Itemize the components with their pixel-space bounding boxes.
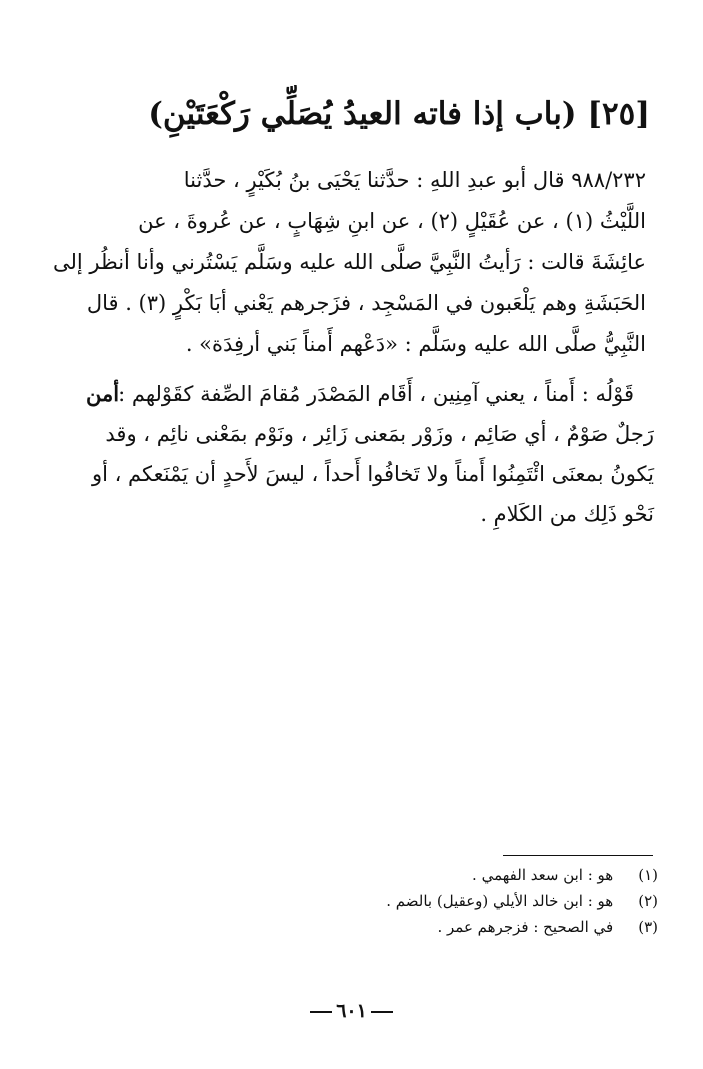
commentary-line: يَكونُ بمعنَى ائْتَمِنُوا أَمناً ولا تَخافُوا أَحداً ، ليسَ لأَحدٍ أن يَمْنَعكم ، أو: [91, 462, 654, 486]
page-number-dash: [371, 1011, 393, 1013]
hadith-line: النَّبِيُّ صلَّى الله عليه وسَلَّم : «دَعْهم أَمناً بَني أرفِدَة» .: [185, 332, 646, 356]
page-number-dash: [310, 1011, 332, 1013]
footnote-number: (٣): [638, 918, 658, 936]
commentary-line: قَوْلُه : أَمناً ، يعني آمِنِين ، أَقَام المَصْدَر مُقامَ الصِّفة كقَوْلهم :: [118, 382, 634, 406]
footnote-item: [300, 914, 658, 940]
footnote-number: (١): [638, 866, 658, 884]
commentary-line: نَحْو ذَلِك من الكَلامِ .: [480, 502, 654, 526]
hadith-line: الحَبَشَةِ وهم يَلْعَبون في المَسْجِد ، فزَجرهم يَعْني أبَا بَكْرٍ (٣) . قال: [86, 291, 646, 315]
footnote-text: هو : ابن خالد الأيلي (وعقيل) بالضم .: [386, 892, 614, 910]
hadith-text: [52, 160, 646, 365]
footnote-number: (٢): [638, 892, 658, 910]
chapter-title: [٢٥] (باب إذا فاته العيدُ يُصَلِّي رَكْعَتَيْنِ): [148, 96, 650, 132]
hadith-line: ٩٨٨/٢٣٢ قال أبو عبدِ اللهِ : حدَّثنا يَحْيَى بنُ بُكَيْرٍ ، حدَّثنا: [183, 168, 646, 192]
footnote-separator: [503, 855, 653, 856]
footnote-item: [300, 888, 658, 914]
footnote-text: هو : ابن سعد الفهمي .: [472, 866, 614, 884]
commentary-line: رَجلٌ صَوْمٌ ، أي صَائِم ، وزَوْر بمَعنى زَائِر ، ونَوْم بمَعْنى نائِم ، وقد: [105, 422, 654, 446]
commentary-text: [91, 374, 654, 534]
page-number-value: ٦٠١: [336, 1000, 367, 1022]
hadith-line: عائِشَةَ قالت : رَأيتُ النَّبِيَّ صلَّى الله عليه وسَلَّم يَسْتُرني وأنا أنظُر إلى: [52, 250, 646, 274]
footnotes: [300, 862, 658, 940]
footnote-item: [300, 862, 658, 888]
page-number: [300, 1000, 403, 1022]
footnote-text: في الصحيح : فزجرهم عمر .: [437, 918, 614, 936]
hadith-line: اللَّيْثُ (١) ، عن عُقَيْلٍ (٢) ، عن ابنِ شِهَابٍ ، عن عُروةَ ، عن: [138, 209, 646, 233]
commentary-keyword: أمن: [86, 381, 120, 406]
